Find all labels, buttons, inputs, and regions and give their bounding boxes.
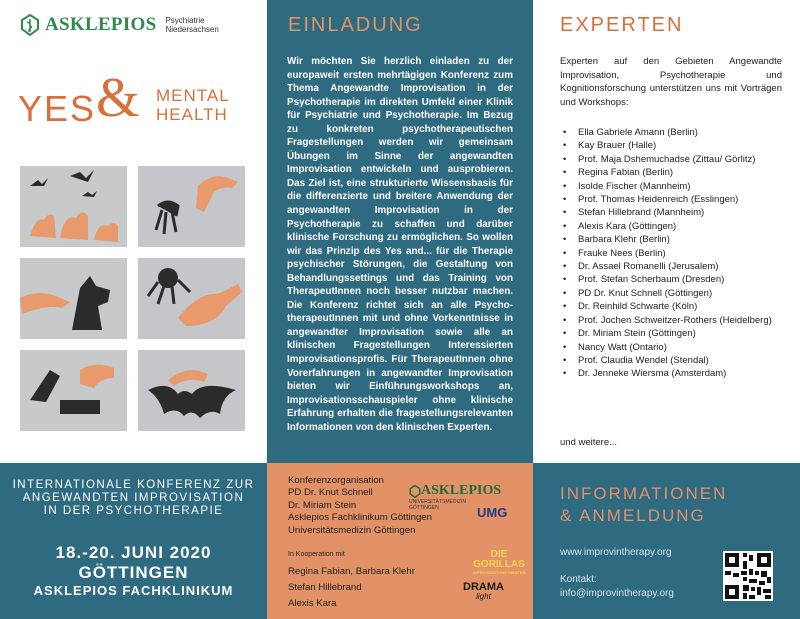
umg-logo: UMG	[477, 505, 508, 520]
experts-more: und weitere...	[560, 437, 618, 448]
organiser-1: PD Dr. Knut Schnell	[288, 487, 373, 499]
website-link[interactable]: www.improvintherapy.org	[560, 547, 672, 558]
partner-2: Stefan Hillebrand	[288, 582, 362, 593]
logo-subtitle	[165, 16, 218, 34]
partner-3: Alexis Kara	[288, 598, 337, 609]
left-column	[0, 0, 267, 463]
logo-sub-line2: Niedersachsen	[165, 25, 219, 34]
list-item: • Kay Brauer (Halle)	[560, 139, 784, 152]
list-item: • Isolde Fischer (Mannheim)	[560, 180, 784, 193]
uni-logo-line1: UNIVERSITÄTSMEDIZIN	[409, 499, 466, 505]
conference-date-city	[0, 543, 267, 583]
organisation-panel	[267, 463, 533, 619]
gorillas-logo	[465, 550, 533, 575]
asklepios-logo-text: ASKLEPIOS	[421, 483, 502, 498]
conference-title	[10, 479, 257, 518]
title-mental: MENTAL	[156, 86, 230, 105]
experts-intro: Experten auf den Gebieten Angewandte Improvisation, Psychotherapie und Kognitionsforschung unterstützen uns mit Vorträgen und Workshops:	[560, 56, 782, 108]
experts-list	[560, 126, 784, 381]
list-item: • Prof. Jochen Schweitzer-Rothers (Heidelberg)	[560, 314, 784, 327]
drama-logo-sub: light	[476, 592, 491, 601]
drama-light-logo	[463, 582, 504, 602]
photo-dog-shadow	[20, 258, 127, 339]
asklepios-emblem-icon	[409, 485, 421, 498]
list-item: • Dr. Jenneke Wiersma (Amsterdam)	[560, 367, 784, 380]
list-item: • Prof. Thomas Heidenreich (Esslingen)	[560, 193, 784, 206]
experts-heading: EXPERTEN	[560, 14, 684, 36]
list-item: • Dr. Assael Romanelli (Jerusalem)	[560, 260, 784, 273]
invitation-heading: EINLADUNG	[288, 14, 423, 36]
list-item: • PD Dr. Knut Schnell (Göttingen)	[560, 287, 784, 300]
photo-birds-shadow	[20, 166, 127, 247]
list-item: • Prof. Claudia Wendel (Stendal)	[560, 354, 784, 367]
organiser-institution-2: Universitätsmedizin Göttingen	[288, 524, 416, 536]
experts-column	[533, 0, 800, 463]
conference-venue: ASKLEPIOS FACHKLINIKUM	[33, 583, 234, 598]
gorillas-logo-sub: IMPROVISATIONSTHEATER	[472, 570, 526, 575]
asklepios-logo	[20, 14, 219, 36]
conference-title-line2: ANGEWANDTEN IMPROVISATION	[22, 492, 245, 504]
conference-title-line3: IN DER PSYCHOTHERAPIE	[43, 505, 224, 517]
invitation-column	[267, 0, 533, 463]
list-item: • Alexis Kara (Göttingen)	[560, 220, 784, 233]
uni-logo-line2: GÖTTINGEN	[409, 504, 439, 511]
list-item: • Nancy Watt (Ontario)	[560, 341, 784, 354]
title-yes: YES	[18, 88, 97, 129]
title-ampersand: &	[96, 67, 140, 129]
info-panel	[533, 463, 800, 619]
partner-1: Regina Fabian, Barbara Klehr	[288, 566, 415, 577]
info-heading-line2: & ANMELDUNG	[560, 506, 706, 525]
logo-sub-line1: Psychiatrie	[165, 16, 205, 25]
list-item: • Barbara Klehr (Berlin)	[560, 233, 784, 246]
yes-and-mental-health-title	[18, 67, 258, 132]
info-heading	[560, 483, 727, 527]
list-item: • Dr. Miriam Stein (Göttingen)	[560, 327, 784, 340]
list-item: • Dr. Reinhild Schwarte (Köln)	[560, 300, 784, 313]
conference-date: 18.-20. JUNI 2020	[55, 543, 212, 562]
photo-bat-shadow	[138, 350, 245, 431]
list-item: • Frauke Nees (Berlin)	[560, 247, 784, 260]
title-health: HEALTH	[156, 105, 228, 124]
list-item: • Regina Fabian (Berlin)	[560, 166, 784, 179]
info-heading-line1: INFORMATIONEN	[560, 484, 728, 503]
list-item: • Ella Gabriele Amann (Berlin)	[560, 126, 784, 139]
gorillas-logo-text: DIE GORILLAS	[473, 549, 525, 570]
logo-brand: ASKLEPIOS	[45, 14, 157, 35]
asklepios-emblem-icon	[20, 14, 40, 36]
title-mental-health	[156, 86, 230, 124]
organisation-title: Konferenzorganisation	[288, 475, 385, 486]
organiser-2: Dr. Miriam Stein	[288, 499, 357, 511]
cooperation-label: In Kooperation mit	[288, 551, 345, 558]
list-item: • Stefan Hillebrand (Mannheim)	[560, 206, 784, 219]
photo-hands-spider	[138, 258, 245, 339]
conference-title-line1: INTERNATIONALE KONFERENZ ZUR	[12, 479, 255, 491]
organiser-institution-1: Asklepios Fachklinikum Göttingen	[288, 512, 432, 524]
conference-city: GÖTTINGEN	[78, 563, 189, 582]
photo-hands-jellyfish	[138, 166, 245, 247]
drama-logo-text: DRAMA	[463, 581, 504, 593]
list-item: • Prof. Stefan Scherbaum (Dresden)	[560, 273, 784, 286]
qr-code-icon[interactable]	[723, 551, 773, 601]
partners-text	[288, 564, 415, 612]
list-item: • Prof. Maja Dshemuchadse (Zittau/ Görlitz)	[560, 153, 784, 166]
conference-banner	[0, 463, 267, 619]
photo-excavator-shadow	[20, 350, 127, 431]
contact-label: Kontakt:	[560, 574, 597, 585]
invitation-text: Wir möchten Sie herzlich einladen zu der europaweit ersten mehrtägigen Konferenz zum Thema Angewandte Improvisation in der Psychotherapie im direkten Umfeld einer Klinik für Psychiatrie und Psychotherapie. Im Bezug zu konkreten psychotherapeutischen Fragestellungen werden wir gemeinsam Übungen im Sinne der angewandten Improvisation entwickeln und ausprobieren. Das Ziel ist, eine strukturierte Wissensbasis für die differenzierte und breitere Anwendung der angewandten Improvisation in der Psychotherapie zu schaffen und darüber klinische Forschung zu ermöglichen. So wollen wir das Prinzip des Yes and... für die Therapie psychischer Störungen, die Gestaltung von Behandlungssettings und das Training von TherapeutInnen noch besser nutzbar machen. Die Konferenz richtet sich an alle Psycho-therapeutInnen mit und ohne Vorkenntnisse in angewandter Improvisation sowie alle an klinischen Fragestellungen Interessierten Improvisationsprofis. Für TherapeutInnen ohne Vorerfahrungen in angewandter Improvisation bieten wir Einführungsworkshops an, Improvisationsschauspieler ohne klinische Erfahrung erhalten die fragestellungsrelevanten Informationen von den klinischen Experten.	[287, 56, 513, 433]
email-link[interactable]: info@improvintherapy.org	[560, 588, 674, 599]
